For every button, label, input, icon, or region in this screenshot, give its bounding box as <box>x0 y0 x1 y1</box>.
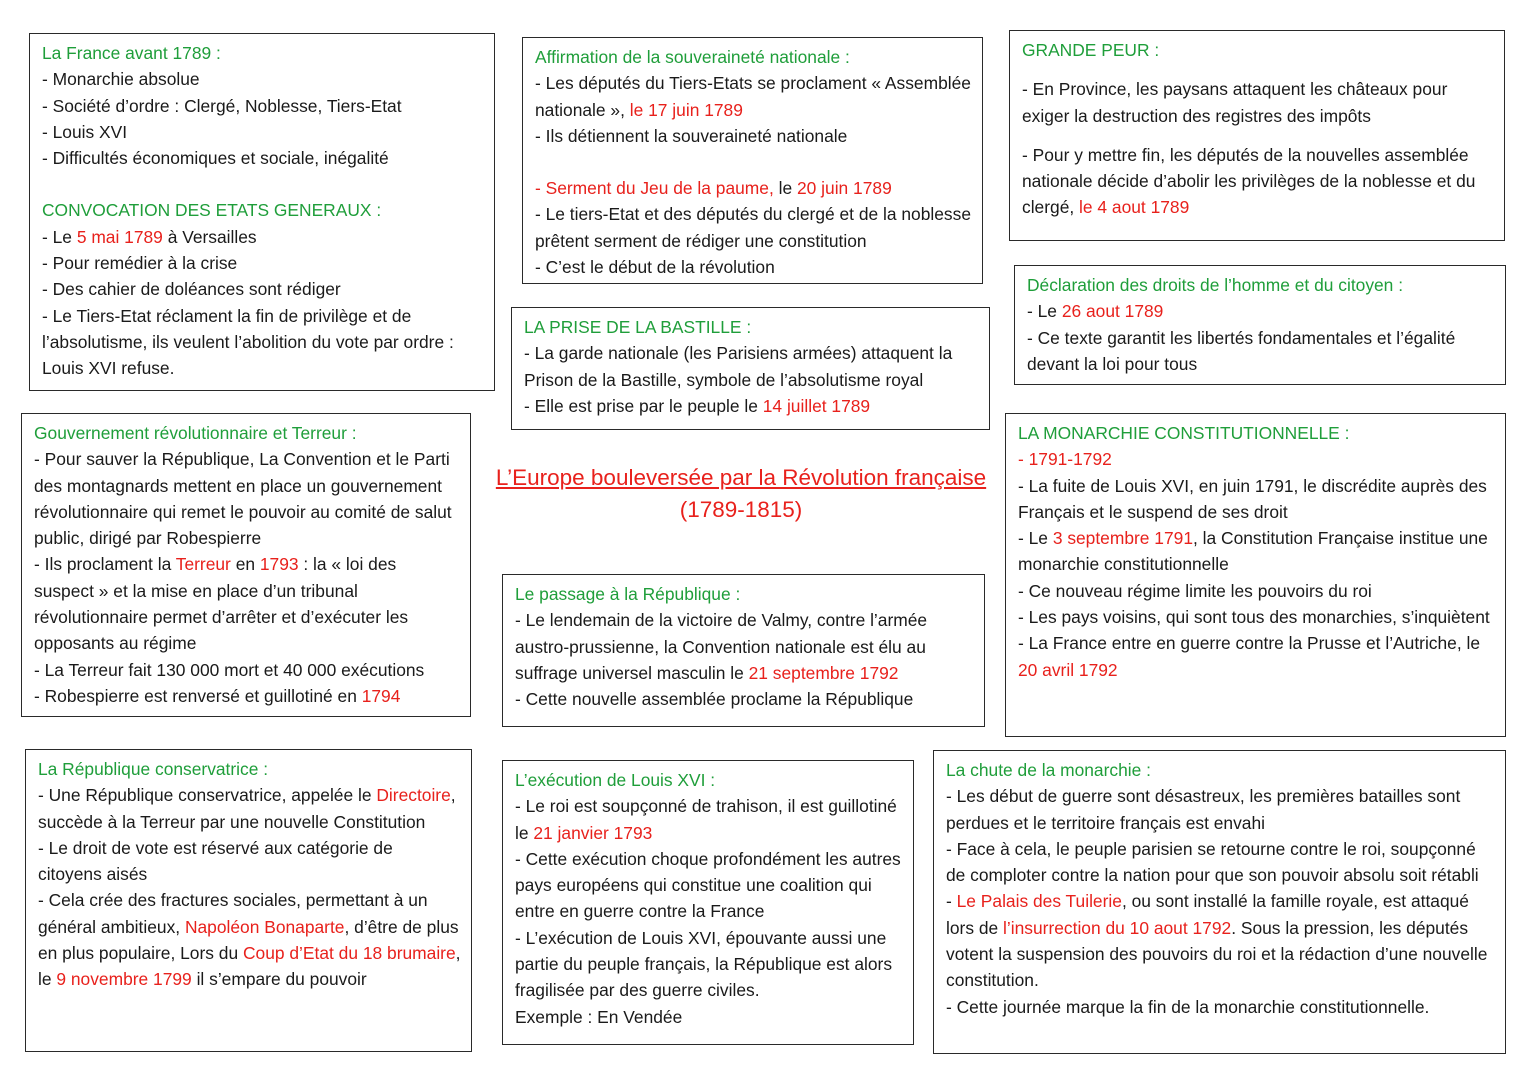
bullet: - Le droit de vote est réservé aux catégorie de citoyens aisés <box>38 837 393 885</box>
bullet: - Robespierre est renversé et guillotiné en 1794 <box>34 685 401 706</box>
date-highlight: le 17 juin 1789 <box>629 99 743 120</box>
box-grande-peur <box>1009 30 1505 241</box>
date-highlight: 1794 <box>361 685 401 706</box>
bullet: - Des cahier de doléances sont rédiger <box>42 279 341 300</box>
person-highlight: Napoléon Bonaparte <box>184 916 345 937</box>
date-highlight: 14 juillet 1789 <box>762 395 871 416</box>
box-title: La chute de la monarchie : <box>946 760 1151 780</box>
box-execution-louis-xvi <box>502 760 914 1045</box>
date-highlight: 21 septembre 1792 <box>748 662 899 683</box>
bullet: - C’est le début de la révolution <box>535 257 775 278</box>
bullet: - Les pays voisins, qui sont tous des monarchies, s’inquiètent <box>1018 607 1490 628</box>
box-title: LA MONARCHIE CONSTITUTIONNELLE : <box>1018 423 1350 443</box>
date-highlight: 20 juin 1789 <box>796 178 892 199</box>
bullet: - Cette nouvelle assemblée proclame la République <box>515 689 914 710</box>
bullet: - Le roi est soupçonné de trahison, il est guillotiné le 21 janvier 1793 <box>515 796 897 843</box>
bullet: - Le tiers-Etat et des députés du clergé et de la noblesse prêtent serment de rédiger une constitution <box>535 204 971 251</box>
bullet: - Le Tiers-Etat réclament la fin de privilège et de l’absolutisme, ils veulent l’abolition du vote par ordre : Louis XVI refuse. <box>42 305 454 379</box>
box-monarchie-constitutionnelle <box>1005 413 1506 737</box>
bullet: - Le 3 septembre 1791, la Constitution Française institue une monarchie constitutionnelle <box>1018 528 1488 575</box>
bullet: - La Terreur fait 130 000 mort et 40 000 exécutions <box>34 659 425 680</box>
bullet: - Cela crée des fractures sociales, permettant à un général ambitieux, Napoléon Bonaparte, d’être de plus en plus populaire, Lors du Coup d’Etat du 18 brumaire, le 9 novembre 1799 il s’empare du pouvoir <box>38 890 461 990</box>
box-title: Déclaration des droits de l’homme et du citoyen : <box>1027 275 1404 295</box>
bullet: - Société d’ordre : Clergé, Noblesse, Tiers-Etat <box>42 95 402 116</box>
date-highlight: 5 mai 1789 <box>76 226 163 247</box>
bullet: - Face à cela, le peuple parisien se retourne contre le roi, soupçonné de comploter contre la nation pour que son pouvoir absolu soit rétabli <box>946 838 1479 886</box>
event-highlight: l’insurrection du 10 aout 1792 <box>1003 917 1232 938</box>
bullet: - Ils détiennent la souveraineté nationale <box>535 125 848 146</box>
bullet: - Pour remédier à la crise <box>42 253 238 274</box>
bullet: - Elle est prise par le peuple le 14 juillet 1789 <box>524 395 871 416</box>
date-highlight: 9 novembre 1799 <box>56 969 192 990</box>
date-range: - 1791-1792 <box>1018 449 1112 470</box>
box-chute-monarchie <box>933 750 1506 1054</box>
box-title: Affirmation de la souveraineté nationale : <box>535 47 850 67</box>
bullet: - La fuite de Louis XVI, en juin 1791, le discrédite auprès des Français et le suspend de ses droit <box>1018 475 1487 522</box>
bullet: - Cette journée marque la fin de la monarchie constitutionnelle. <box>946 996 1430 1017</box>
event-highlight: Coup d’Etat du 18 brumaire <box>242 943 456 964</box>
example-line: Exemple : En Vendée <box>515 1006 683 1027</box>
box-title: LA PRISE DE LA BASTILLE : <box>524 317 752 337</box>
bullet: - L’exécution de Louis XVI, épouvante aussi une partie du peuple français, la République est alors fragilisée par des guerre civiles. <box>515 927 893 1001</box>
box-title: La République conservatrice : <box>38 759 269 779</box>
bullet: - Difficultés économiques et sociale, inégalité <box>42 148 389 169</box>
box-souverainete-nationale <box>522 37 983 284</box>
bullet: - La France entre en guerre contre la Prusse et l’Autriche, le 20 avril 1792 <box>1018 633 1481 680</box>
bullet: - Le 26 aout 1789 <box>1027 301 1164 322</box>
bullet: - Pour y mettre fin, les députés de la nouvelles assemblée nationale décide d’abolir les privilèges de la noblesse et du clergé, le 4 aout 1789 <box>1022 144 1476 218</box>
bullet: - Ce nouveau régime limite les pouvoirs du roi <box>1018 580 1372 601</box>
box-terreur <box>21 413 471 717</box>
bullet: - Les députés du Tiers-Etats se proclament « Assemblée nationale », le 17 juin 1789 <box>535 73 971 120</box>
main-title-line2: (1789-1815) <box>679 497 803 522</box>
main-title-line1: L’Europe bouleversée par la Révolution française <box>495 465 987 490</box>
place-highlight: Le Palais des Tuilerie <box>956 891 1122 912</box>
bullet: - Ce texte garantit les libertés fondamentales et l’égalité devant la loi pour tous <box>1027 327 1456 374</box>
date-highlight: 26 aout 1789 <box>1061 301 1164 322</box>
date-highlight: 20 avril 1792 <box>1018 659 1118 680</box>
bullet: - Pour sauver la République, La Convention et le Parti des montagnards mettent en place un gouvernement révolutionnaire qui remet le pouvoir au comité de salut public, dirigé par Robespierre <box>34 449 452 549</box>
box-prise-bastille <box>511 307 990 430</box>
date-highlight: 3 septembre 1791 <box>1052 528 1193 549</box>
box-republique-conservatrice <box>25 749 472 1052</box>
event-highlight: Terreur <box>175 554 231 575</box>
bullet: - Le lendemain de la victoire de Valmy, contre l’armée austro-prussienne, la Convention nationale est élu au suffrage universel masculin le 21 septembre 1792 <box>515 610 928 683</box>
bullet: - Les début de guerre sont désastreux, les premières batailles sont perdues et le territoire français est envahi <box>946 786 1461 833</box>
box-declaration-droits <box>1014 265 1506 385</box>
bullet: - Cette exécution choque profondément les autres pays européens qui constitue une coalition qui entre en guerre contre la France <box>515 848 901 922</box>
bullet: - Louis XVI <box>42 121 128 142</box>
box-france-avant-1789 <box>29 33 495 391</box>
box-title: La France avant 1789 : <box>42 43 221 63</box>
bullet: - Ils proclament la Terreur en 1793 : la « loi des suspect » et la mise en place d’un tribunal révolutionnaire permet d’arrêter et d’exécuter les opposants au régime <box>34 554 409 654</box>
bullet: - Le Palais des Tuilerie, ou sont installé la famille royale, est attaqué lors de l’insurrection du 10 aout 1792. Sous la pression, les députés votent la suspension des pouvoirs du roi et la rédaction d’une nouvelle constitution. <box>946 891 1488 991</box>
bullet: - Le 5 mai 1789 à Versailles <box>42 226 257 247</box>
bullet: - En Province, les paysans attaquent les châteaux pour exiger la destruction des registres des impôts <box>1022 79 1448 126</box>
bullet: - La garde nationale (les Parisiens armées) attaquent la Prison de la Bastille, symbole de l’absolutisme royal <box>524 343 953 390</box>
box-subtitle: CONVOCATION DES ETATS GENERAUX : <box>42 200 382 221</box>
event-highlight: Directoire <box>376 785 451 806</box>
date-highlight: 21 janvier 1793 <box>533 822 653 843</box>
box-passage-republique <box>502 574 985 727</box>
box-title: GRANDE PEUR : <box>1022 40 1160 60</box>
date-highlight: 1793 <box>259 554 299 575</box>
box-title: Gouvernement révolutionnaire et Terreur : <box>34 423 357 443</box>
date-highlight: le 4 aout 1789 <box>1079 197 1190 218</box>
bullet: - Une République conservatrice, appelée le Directoire, succède à la Terreur par une nouvelle Constitution <box>38 785 456 832</box>
box-title: L’exécution de Louis XVI : <box>515 770 716 790</box>
bullet: - Serment du Jeu de la paume, le 20 juin 1789 <box>535 178 892 199</box>
bullet: - Monarchie absolue <box>42 69 200 90</box>
box-title: Le passage à la République : <box>515 584 741 604</box>
event-highlight: - Serment du Jeu de la paume, <box>535 178 774 199</box>
main-title <box>485 462 997 526</box>
